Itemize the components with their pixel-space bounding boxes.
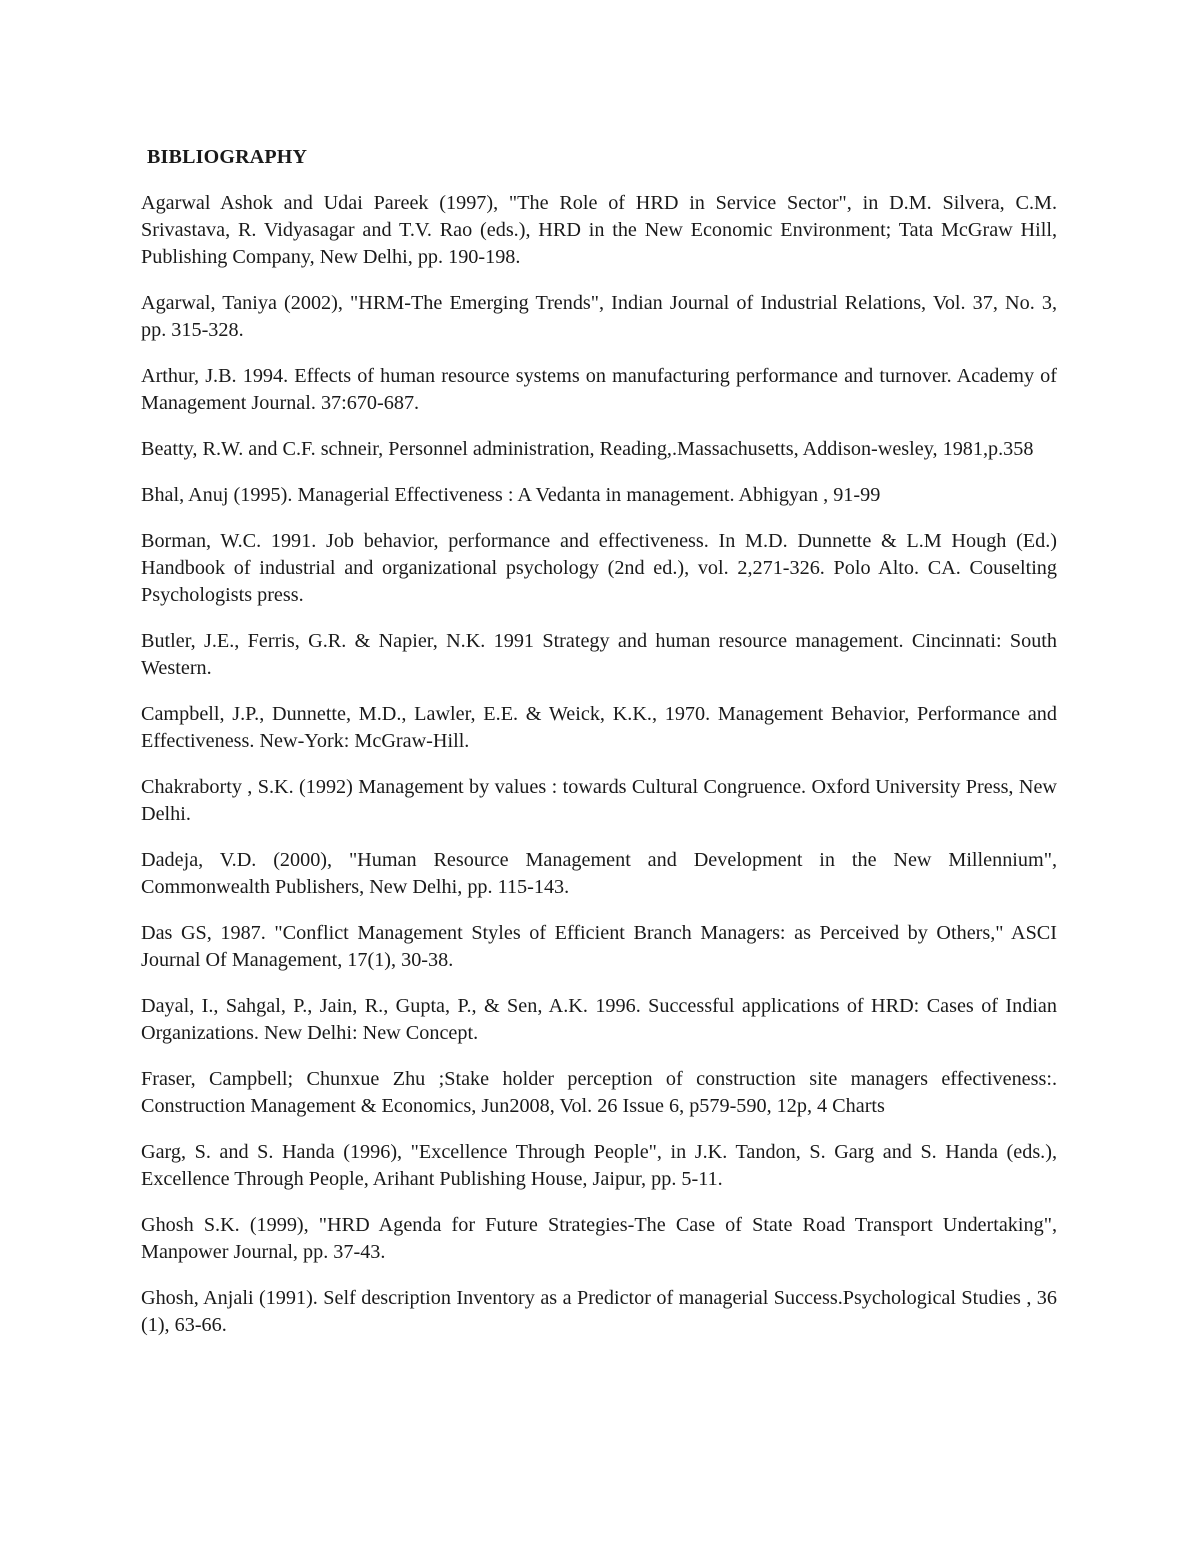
bibliography-entry: Beatty, R.W. and C.F. schneir, Personnel administration, Reading,.Massachusetts, Addison-wesley, 1981,p.358 [141, 438, 1034, 460]
bibliography-entry: Chakraborty , S.K. (1992) Management by values : towards Cultural Congruence. Oxford University Press, New Delhi. [141, 776, 1057, 825]
page-title: BIBLIOGRAPHY [147, 146, 308, 168]
bibliography-entry: Agarwal, Taniya (2002), "HRM-The Emerging Trends", Indian Journal of Industrial Relations, Vol. 37, No. 3, pp. 315-328. [141, 292, 1057, 341]
bibliography-entry: Campbell, J.P., Dunnette, M.D., Lawler, E.E. & Weick, K.K., 1970. Management Behavior, Performance and Effectiveness. New-York: McGraw-Hill. [141, 703, 1057, 752]
bibliography-entry: Arthur, J.B. 1994. Effects of human resource systems on manufacturing performance and turnover. Academy of Management Journal. 37:670-687. [141, 365, 1057, 414]
bibliography-entry: Dayal, I., Sahgal, P., Jain, R., Gupta, P., & Sen, A.K. 1996. Successful applications of HRD: Cases of Indian Organizations. New Delhi: New Concept. [141, 995, 1057, 1044]
bibliography-entry: Das GS, 1987. "Conflict Management Styles of Efficient Branch Managers: as Perceived by Others," ASCI Journal Of Management, 17(1), 30-38. [141, 922, 1057, 971]
bibliography-entry: Ghosh, Anjali (1991). Self description Inventory as a Predictor of managerial Success.Psychological Studies , 36 (1), 63-66. [141, 1287, 1057, 1336]
bibliography-entry: Garg, S. and S. Handa (1996), "Excellence Through People", in J.K. Tandon, S. Garg and S. Handa (eds.), Excellence Through People, Arihant Publishing House, Jaipur, pp. 5-11. [141, 1141, 1057, 1190]
bibliography-entry: Fraser, Campbell; Chunxue Zhu ;Stake holder perception of construction site managers effectiveness:. Construction Management & Economics, Jun2008, Vol. 26 Issue 6, p579-590, 12p, 4 Charts [141, 1068, 1057, 1117]
bibliography-entry: Dadeja, V.D. (2000), "Human Resource Management and Development in the New Millennium", Commonwealth Publishers, New Delhi, pp. 115-143. [141, 849, 1057, 898]
bibliography-entry: Borman, W.C. 1991. Job behavior, performance and effectiveness. In M.D. Dunnette & L.M Hough (Ed.) Handbook of industrial and organizational psychology (2nd ed.), vol. 2,271-326. Polo Alto. CA. Couselting Psychologists press. [141, 530, 1057, 606]
bibliography-entry: Butler, J.E., Ferris, G.R. & Napier, N.K. 1991 Strategy and human resource management. Cincinnati: South Western. [141, 630, 1057, 679]
bibliography-entry: Bhal, Anuj (1995). Managerial Effectiveness : A Vedanta in management. Abhigyan , 91-99 [141, 484, 881, 506]
bibliography-section [141, 144, 1057, 1358]
bibliography-entry: Agarwal Ashok and Udai Pareek (1997), "The Role of HRD in Service Sector", in D.M. Silvera, C.M. Srivastava, R. Vidyasagar and T.V. Rao (eds.), HRD in the New Economic Environment; Tata McGraw Hill, Publishing Company, New Delhi, pp. 190-198. [141, 192, 1057, 268]
bibliography-entry: Ghosh S.K. (1999), "HRD Agenda for Future Strategies-The Case of State Road Transport Undertaking", Manpower Journal, pp. 37-43. [141, 1214, 1057, 1263]
